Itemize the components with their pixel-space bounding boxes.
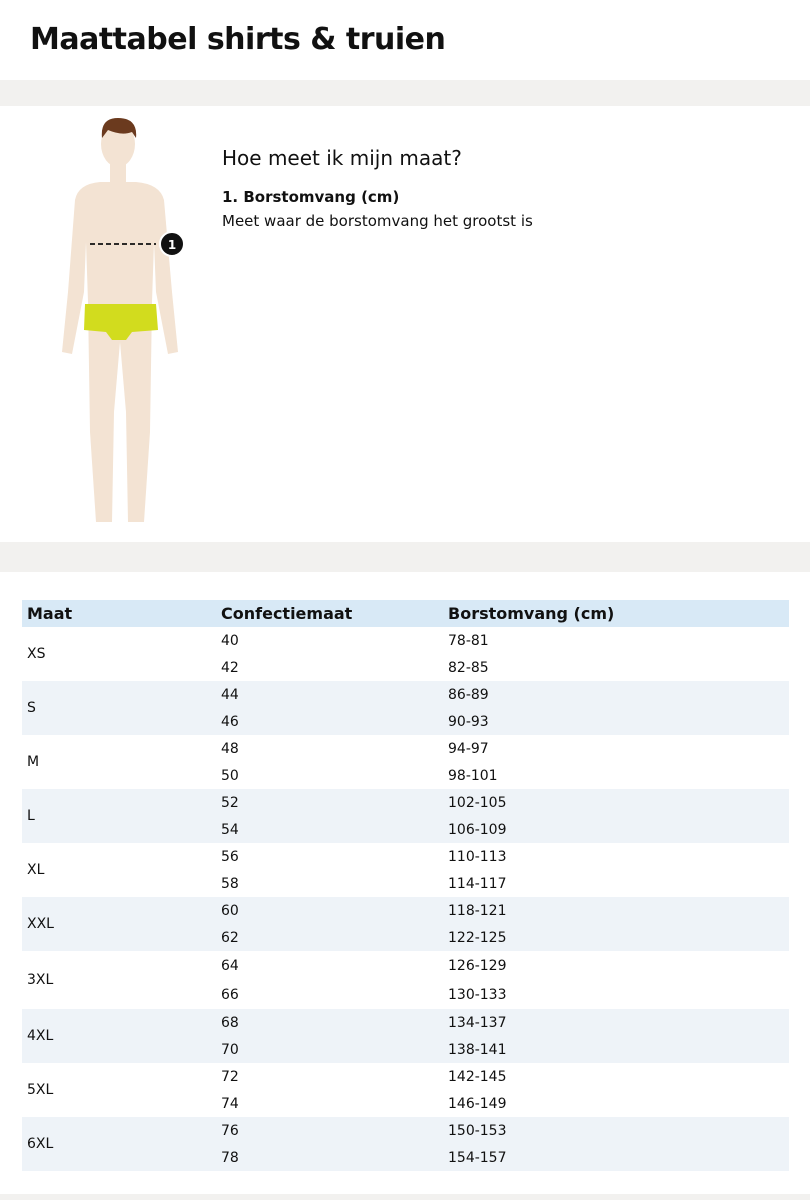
table-row (22, 681, 789, 708)
measure-description: Meet waar de borstomvang het grootst is (222, 212, 533, 230)
how-to-measure (222, 146, 533, 230)
confectiemaat-cell: 40 (221, 632, 239, 649)
confectiemaat-cell: 72 (221, 1068, 239, 1085)
confectiemaat-cell: 52 (216, 789, 443, 816)
borstomvang-cell: 118-121 (443, 897, 789, 924)
body-measurement-figure (60, 112, 190, 532)
borstomvang-cell: 86-89 (443, 681, 789, 708)
borstomvang-cell: 106-109 (443, 816, 789, 843)
borstomvang-cell: 98-101 (448, 767, 498, 784)
size-cell: 6XL (22, 1117, 216, 1171)
page-title: Maattabel shirts & truien (30, 22, 446, 57)
size-cell: XXL (22, 897, 216, 951)
confectiemaat-cell: 60 (216, 897, 443, 924)
confectiemaat-cell: 50 (221, 767, 239, 784)
borstomvang-cell: 114-117 (448, 875, 507, 892)
size-cell: XS (27, 646, 46, 662)
confectiemaat-cell: 62 (216, 924, 443, 951)
confectiemaat-cell: 58 (221, 875, 239, 892)
size-cell: L (22, 789, 216, 843)
size-table (22, 600, 789, 1171)
header-borstomvang: Borstomvang (cm) (443, 600, 789, 627)
header-confectiemaat: Confectiemaat (216, 600, 443, 627)
confectiemaat-cell: 70 (216, 1036, 443, 1063)
confectiemaat-cell: 64 (221, 957, 239, 974)
borstomvang-cell: 138-141 (443, 1036, 789, 1063)
size-cell: M (27, 754, 40, 770)
divider (0, 1194, 810, 1200)
borstomvang-cell: 82-85 (448, 659, 489, 676)
howto-heading: Hoe meet ik mijn maat? (222, 146, 462, 170)
borstomvang-cell: 78-81 (448, 632, 489, 649)
confectiemaat-cell: 78 (216, 1144, 443, 1171)
confectiemaat-cell: 46 (216, 708, 443, 735)
borstomvang-cell: 94-97 (448, 740, 489, 757)
divider (0, 80, 810, 106)
confectiemaat-cell: 44 (216, 681, 443, 708)
marker-number: 1 (167, 238, 177, 252)
table-row (22, 951, 789, 980)
size-cell: 4XL (22, 1009, 216, 1063)
borstomvang-cell: 122-125 (443, 924, 789, 951)
borstomvang-cell: 126-129 (448, 957, 507, 974)
measure-label: 1. Borstomvang (cm) (222, 188, 400, 206)
size-cell: S (22, 681, 216, 735)
borstomvang-cell: 146-149 (448, 1095, 507, 1112)
confectiemaat-cell: 66 (221, 986, 239, 1003)
confectiemaat-cell: 48 (221, 740, 239, 757)
size-cell: 5XL (27, 1082, 54, 1098)
table-row (22, 843, 789, 870)
confectiemaat-cell: 76 (216, 1117, 443, 1144)
table-row (22, 1117, 789, 1144)
size-cell: 3XL (27, 972, 54, 988)
table-row (22, 627, 789, 654)
borstomvang-cell: 90-93 (443, 708, 789, 735)
borstomvang-cell: 130-133 (448, 986, 507, 1003)
table-row (22, 789, 789, 816)
borstomvang-cell: 134-137 (443, 1009, 789, 1036)
table-row (22, 897, 789, 924)
divider (0, 542, 810, 572)
borstomvang-cell: 150-153 (443, 1117, 789, 1144)
borstomvang-cell: 102-105 (443, 789, 789, 816)
confectiemaat-cell: 68 (216, 1009, 443, 1036)
table-row (22, 1009, 789, 1036)
table-row (22, 735, 789, 762)
confectiemaat-cell: 42 (221, 659, 239, 676)
size-cell: XL (27, 862, 45, 878)
borstomvang-cell: 110-113 (448, 848, 507, 865)
confectiemaat-cell: 54 (216, 816, 443, 843)
header-maat: Maat (22, 600, 216, 627)
confectiemaat-cell: 56 (221, 848, 239, 865)
borstomvang-cell: 154-157 (443, 1144, 789, 1171)
confectiemaat-cell: 74 (221, 1095, 239, 1112)
table-row (22, 1063, 789, 1090)
borstomvang-cell: 142-145 (448, 1068, 507, 1085)
